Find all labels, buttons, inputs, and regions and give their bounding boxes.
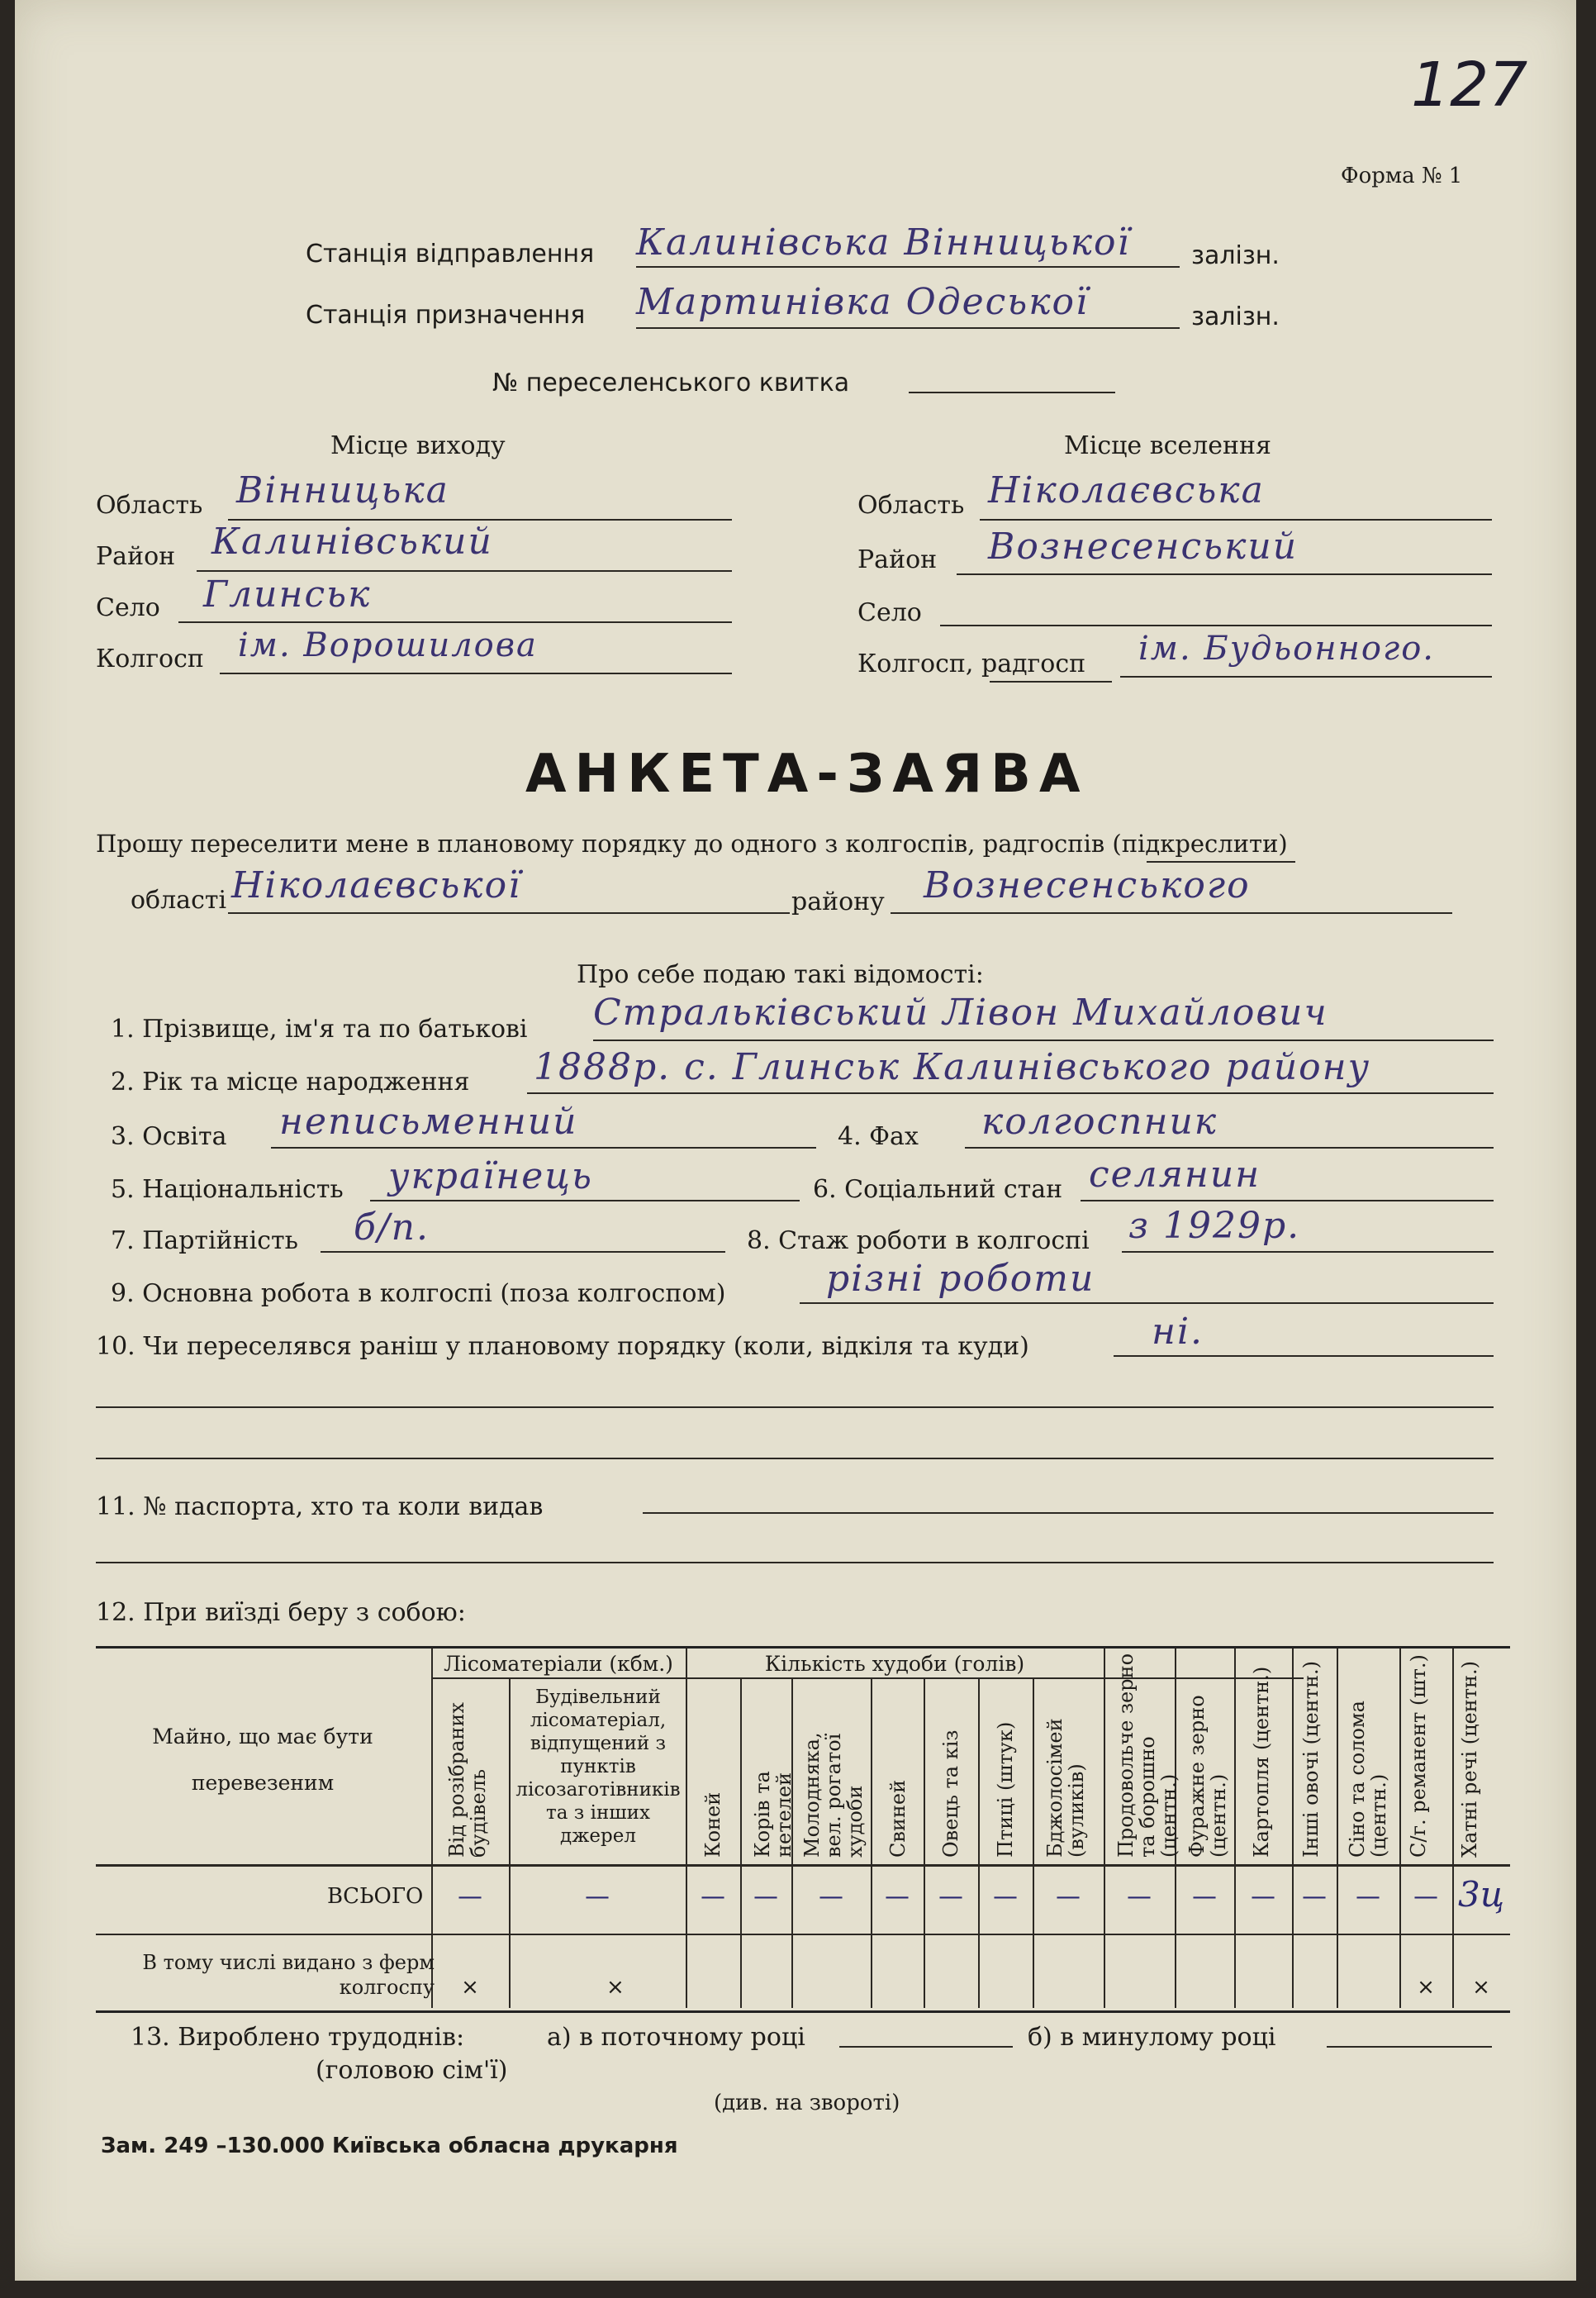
q3-label: 3. Освіта — [111, 1122, 227, 1151]
destination-station-suffix: залізн. — [1191, 302, 1280, 331]
total-cell: — — [1413, 1882, 1438, 1911]
issued-cell: × — [1417, 1975, 1435, 2000]
row-issued-label: В тому числі видано з ферм колгоспу — [142, 1951, 435, 1999]
th-bees: Бджолосімей (вуликів) — [1043, 1718, 1088, 1858]
ticket-label: № переселенського квитка — [492, 369, 850, 397]
q6-label: 6. Соціальний стан — [813, 1175, 1063, 1204]
table-vline — [871, 1677, 872, 2008]
departure-suffix: залізн. — [1191, 241, 1280, 270]
q13-a-label: а) в поточному році — [547, 2023, 805, 2052]
q10-line-3 — [96, 1458, 1494, 1459]
request-oblast-value: Ніколаєвської — [231, 864, 522, 906]
total-cell: 3ц — [1457, 1874, 1505, 1915]
departure-label: Станція відправлення — [306, 240, 595, 269]
origin-raion-label: Район — [96, 542, 176, 571]
form-label: Форма № 1 — [1341, 164, 1463, 188]
page-number: 127 — [1411, 50, 1528, 121]
q11-line-2 — [96, 1562, 1494, 1563]
table-vline — [1104, 1648, 1105, 2008]
table-vline — [1337, 1648, 1338, 2008]
q5-label: 5. Національність — [111, 1175, 344, 1204]
q1-label: 1. Прізвище, ім'я та по батькові — [111, 1015, 528, 1044]
th-sheep: Овець та кіз — [939, 1729, 962, 1858]
q13-label: 13. Вироблено трудоднів: — [131, 2023, 465, 2052]
q10-line-2 — [96, 1406, 1494, 1408]
table-vline — [1452, 1648, 1454, 2008]
origin-selo-label: Село — [96, 593, 160, 622]
request-raion-label: району — [791, 887, 885, 916]
th-tools: С/г. реманент (шт.) — [1407, 1654, 1430, 1858]
total-cell: — — [585, 1882, 610, 1911]
th-home: Хатні речі (центн.) — [1458, 1661, 1481, 1858]
q8-line — [1122, 1251, 1494, 1253]
table-vline — [509, 1677, 511, 2008]
origin-raion-line — [197, 570, 732, 572]
q10-value: ні. — [1152, 1311, 1204, 1353]
dest-kolhosp-line — [1120, 676, 1492, 678]
th-food-grain: Продовольче зерно та борошно (центн.) — [1114, 1653, 1180, 1858]
total-cell: — — [885, 1882, 910, 1911]
th-fodder: Фуражне зерно (центн.) — [1185, 1695, 1230, 1858]
document-sheet — [15, 0, 1576, 2281]
total-cell: — — [819, 1882, 843, 1911]
q13-a-line — [839, 2046, 1013, 2048]
table-group-line — [431, 1677, 1304, 1679]
dest-kolhosp-label: Колгосп, радгосп — [857, 649, 1086, 678]
destination-station-label: Станція призначення — [306, 301, 586, 330]
dest-oblast-line — [980, 519, 1492, 521]
q1-value: Стральківський Лівон Михайлович — [593, 992, 1328, 1034]
ticket-line — [909, 392, 1115, 393]
total-cell: — — [1302, 1882, 1327, 1911]
origin-kolhosp-value: ім. Ворошилова — [238, 626, 538, 664]
dest-selo-label: Село — [857, 598, 922, 627]
q4-line — [965, 1147, 1494, 1149]
see-back: (див. на звороті) — [714, 2091, 900, 2115]
q1-line — [593, 1040, 1494, 1041]
th-veg: Інші овочі (центн.) — [1299, 1661, 1323, 1858]
request-raion-value: Вознесенського — [924, 864, 1251, 906]
q3-value: неписьменний — [279, 1101, 578, 1143]
dest-raion-value: Вознесенський — [988, 526, 1299, 568]
th-hay: Сіно та солома (центн.) — [1346, 1701, 1390, 1858]
departure-line — [636, 266, 1180, 268]
q7-line — [321, 1251, 725, 1253]
destination-station-value: Мартинівка Одеської — [636, 281, 1090, 323]
dest-raion-label: Район — [857, 545, 938, 574]
table-vline — [924, 1677, 925, 2008]
q6-value: селянин — [1089, 1154, 1261, 1196]
q2-line — [527, 1092, 1494, 1094]
th-birds: Птиці (штук) — [994, 1721, 1017, 1858]
q13-sub: (головою сім'ї) — [316, 2056, 508, 2085]
origin-oblast-label: Область — [96, 491, 203, 520]
origin-oblast-value: Вінницька — [236, 469, 449, 511]
dest-title: Місце вселення — [1064, 431, 1271, 460]
q10-line — [1114, 1355, 1494, 1357]
origin-selo-value: Глинськ — [203, 573, 372, 616]
q2-label: 2. Рік та місце народження — [111, 1068, 470, 1097]
total-cell: — — [458, 1882, 482, 1911]
departure-value: Калинівська Вінницької — [636, 221, 1131, 264]
q11-label: 11. № паспорта, хто та коли видав — [96, 1492, 544, 1521]
printer-footer: Зам. 249 –130.000 Київська обласна друкарня — [101, 2134, 678, 2158]
total-cell: — — [1356, 1882, 1380, 1911]
q13-b-line — [1327, 2046, 1492, 2048]
th-livestock-group: Кількість худоби (голів) — [764, 1652, 1025, 1676]
th-cows: Корів та нетелей — [751, 1771, 796, 1858]
table-row-divider — [96, 1934, 1510, 1935]
dest-selo-line — [940, 625, 1492, 626]
origin-raion-value: Калинівський — [211, 521, 493, 563]
q4-value: колгоспник — [981, 1101, 1218, 1143]
total-cell: — — [1056, 1882, 1081, 1911]
total-cell: — — [993, 1882, 1018, 1911]
q10-label: 10. Чи переселявся раніш у плановому порядку (коли, відкіля та куди) — [96, 1332, 1029, 1361]
q6-line — [1081, 1200, 1494, 1201]
q13-b-label: б) в минулому році — [1028, 2023, 1276, 2052]
q4-label: 4. Фах — [838, 1122, 919, 1151]
total-cell: — — [1192, 1882, 1217, 1911]
origin-kolhosp-label: Колгосп — [96, 645, 204, 673]
q11-line — [643, 1512, 1494, 1514]
q7-label: 7. Партійність — [111, 1226, 298, 1255]
th-potato: Картопля (центн.) — [1250, 1666, 1273, 1858]
request-oblast-label: області — [131, 886, 227, 915]
dest-oblast-label: Область — [857, 491, 965, 520]
issued-cell: × — [1472, 1975, 1490, 2000]
total-cell: — — [1127, 1882, 1152, 1911]
q5-line — [370, 1200, 800, 1201]
dest-raion-line — [957, 573, 1492, 575]
th-horses: Коней — [701, 1791, 724, 1858]
th-property: Майно, що має бути перевезеним — [152, 1725, 373, 1795]
table-vline — [978, 1677, 980, 2008]
q9-line — [800, 1302, 1494, 1304]
total-cell: — — [938, 1882, 963, 1911]
about-heading: Про себе подаю такі відомості: — [577, 960, 984, 989]
q12-label: 12. При виїзді беру з собою: — [96, 1598, 466, 1627]
th-pigs: Свиней — [886, 1779, 910, 1858]
th-dismantled: Від розібраних будівель — [445, 1702, 490, 1858]
q7-value: б/п. — [354, 1206, 430, 1249]
table-vline — [686, 1648, 687, 2008]
request-line1: Прошу переселити мене в плановому порядку до одного з колгоспів, радгоспів (підкреслити) — [96, 830, 1288, 858]
table-vline — [1399, 1648, 1401, 2008]
request-oblast-line — [228, 912, 790, 914]
table-vline — [740, 1677, 742, 2008]
total-cell: — — [753, 1882, 778, 1911]
q5-value: українець — [388, 1155, 593, 1197]
origin-selo-line — [178, 621, 732, 623]
issued-building-mark: × — [606, 1975, 625, 2000]
radhospiv-underline — [1147, 861, 1295, 863]
th-young: Молодняка, вел. рогатої худоби — [800, 1732, 867, 1858]
destination-station-line — [636, 327, 1180, 329]
origin-title: Місце виходу — [330, 431, 506, 460]
table-header-bottom — [96, 1864, 1510, 1867]
form-title: АНКЕТА-ЗАЯВА — [525, 744, 1089, 805]
origin-kolhosp-line — [220, 673, 732, 674]
dest-oblast-value: Ніколаєвська — [988, 469, 1265, 511]
table-vline — [1292, 1648, 1294, 2008]
table-vline — [1033, 1677, 1034, 2008]
dest-kolhosp-value: ім. Будьонного. — [1138, 630, 1435, 668]
q8-label: 8. Стаж роботи в колгоспі — [747, 1226, 1090, 1255]
q9-value: різні роботи — [826, 1258, 1095, 1300]
request-raion-line — [891, 912, 1452, 914]
q9-label: 9. Основна робота в колгоспі (поза колгоспом) — [111, 1279, 726, 1308]
total-cell: — — [701, 1882, 725, 1911]
q2-value: 1888р. с. Глинськ Калинівського району — [534, 1046, 1371, 1088]
row-total-label: ВСЬОГО — [327, 1884, 424, 1909]
q8-value: з 1929р. — [1128, 1205, 1301, 1247]
th-building: Будівельний лісоматеріал, відпущений з пунктів лісозаготівників та з інших джерел — [515, 1687, 681, 1847]
th-timber-group: Лісоматеріали (кбм.) — [444, 1652, 673, 1676]
issued-cell: × — [461, 1975, 479, 2000]
q3-line — [271, 1147, 816, 1149]
total-cell: — — [1251, 1882, 1275, 1911]
table-vline — [1234, 1648, 1236, 2008]
radhosp-underline — [990, 681, 1112, 683]
